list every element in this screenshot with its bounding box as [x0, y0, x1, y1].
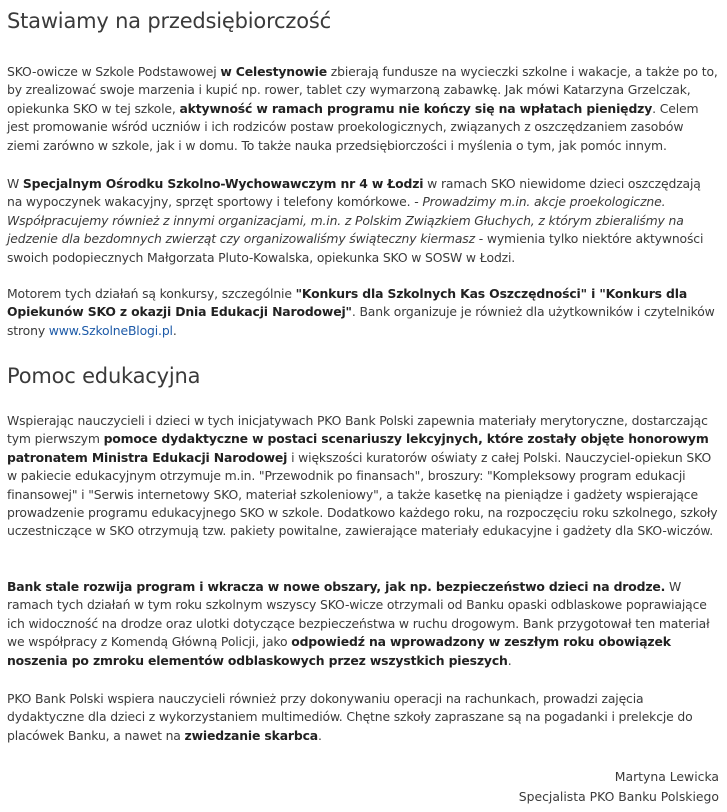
bold-vault-tour: zwiedzanie skarbca [184, 727, 319, 743]
bold-reflective-obligation: odpowiedź na wprowadzony w zeszłym roku obowiązek noszenia po zmroku elementów odblaskowych przez wszystkich pieszych [7, 634, 671, 668]
signature-name: Martyna Lewicka [614, 769, 719, 784]
paragraph-bank-support: PKO Bank Polski wspiera nauczycieli również przy dokonywaniu operacji na rachunkach, prowadzi zajęcia dydaktyczne dla dzieci z wykorzystaniem multimediów. Chętne szkoły zapraszane są na pogadanki i prelekcje do placówek Banku, a nawet na zwiedzanie skarbca. [7, 691, 693, 743]
paragraph-road-safety: Bank stale rozwija program i wkracza w nowe obszary, jak np. bezpieczeństwo dzieci na drodze. W ramach tych działań w tym roku szkolnym wszyscy SKO-wicze otrzymali od Banku opaski odblaskowe poprawiające ich widoczność na drodze oraz ulotki dotyczące bezpieczeństwa w ruchu drogowym. Bank przygotował ten materiał we współpracy z Komendą Główną Policji, jako odpowiedź na wprowadzony w zeszłym roku obowiązek noszenia po zmroku elementów odblaskowych przez wszystkich pieszych. [7, 579, 710, 668]
bold-road-safety: Bank stale rozwija program i wkracza w nowe obszary, jak np. bezpieczeństwo dzieci na drodze. [7, 579, 666, 594]
bold-teaching-aids: pomoce dydaktyczne w postaci scenariuszy lekcyjnych, które zostały objęte honorowym patronatem Ministra Edukacji Narodowej [7, 431, 709, 465]
bold-contests: "Konkurs dla Szkolnych Kas Oszczędności" i "Konkurs dla Opiekunów SKO z okazji Dnia Edukacji Narodowej" [7, 286, 688, 320]
bold-school-name: w Celestynowie [220, 64, 327, 79]
paragraph-contests: Motorem tych działań są konkursy, szczególnie "Konkurs dla Szkolnych Kas Oszczędności" i "Konkurs dla Opiekunów SKO z okazji Dnia Edukacji Narodowej". Bank organizuje je również dla użytkowników i czytelników strony www.SzkolneBlogi.pl. [7, 286, 715, 338]
paragraph-materials: Wspierając nauczycieli i dzieci w tych inicjatywach PKO Bank Polski zapewnia materiały merytoryczne, dostarczając tym pierwszym pomoce dydaktyczne w postaci scenariuszy lekcyjnych, które zostały objęte honorowym patronatem Ministra Edukacji Narodowej i większości kuratorów oświaty z całej Polski. Nauczyciel-opiekun SKO w pakiecie edukacyjnym otrzymuje m.in. "Przewodnik po finansach", broszury: "Kompleksowy program edukacji finansowej" i "Serwis internetowy SKO, materiał szkoleniowy", a także kasetkę na pieniądze i gadżety wspierające prowadzenie programu edukacyjnego SKO w szkole. Dodatkowo każdego roku, na rozpoczęciu roku szkolnego, szkoły uczestniczące w SKO otrzymują tzw. pakiety powitalne, zawierające materiały edukacyjne i gadżety dla SKO-wiczów. [7, 413, 718, 539]
signature [519, 767, 719, 807]
paragraph-lodz: W Specjalnym Ośrodku Szkolno-Wychowawczym nr 4 w Łodzi w ramach SKO niewidome dzieci oszczędzają na wypoczynek wakacyjny, sprzęt sportowy i telefony komórkowe. - Prowadzimy m.in. akcje proekologiczne. Współpracujemy również z innymi organizacjami, m.in. z Polskim Związkiem Głuchych, z którym zbieraliśmy na jedzenie dla bezdomnych zwierząt czy organizowaliśmy świąteczny kiermasz - wymienia tylko niektóre aktywności swoich podopiecznych Małgorzata Pluto-Kowalska, opiekunka SKO w SOSW w Łodzi. [7, 176, 704, 265]
section-heading-entrepreneurship: Stawiamy na przedsiębiorczość [7, 9, 331, 33]
section-heading-educational-help: Pomoc edukacyjna [7, 364, 201, 388]
bold-lodz-center: Specjalnym Ośrodku Szkolno-Wychowawczym nr 4 w Łodzi [22, 176, 424, 191]
bold-activity: aktywność w ramach programu nie kończy się na wpłatach pieniędzy [179, 100, 653, 116]
szkolneblogi-link[interactable]: www.SzkolneBlogi.pl [48, 322, 173, 338]
signature-role: Specjalista PKO Banku Polskiego [518, 789, 719, 804]
italic-quote: Prowadzimy m.in. akcje proekologiczne. Współpracujemy również z innymi organizacjami, m.in. z Polskim Związkiem Głuchych, z którym zbieraliśmy na jedzenie dla bezdomnych zwierząt czy organizowaliśmy świąteczny kiermasz [7, 194, 684, 247]
paragraph-celestynow: SKO-owicze w Szkole Podstawowej w Celestynowie zbierają fundusze na wycieczki szkolne i wakacje, a także po to, by zrealizować swoje marzenia i kupić np. rower, tablet czy wymarzoną zabawkę. Jak mówi Katarzyna Grzelczak, opiekunka SKO w tej szkole, aktywność w ramach programu nie kończy się na wpłatach pieniędzy. Celem jest promowanie wśród uczniów i ich rodziców postaw proekologicznych, związanych z oszczędzaniem zasobów ziemi zarówno w szkole, jak i w domu. To także nauka przedsiębiorczości i myślenia o tym, jak pomóc innym. [7, 64, 718, 153]
